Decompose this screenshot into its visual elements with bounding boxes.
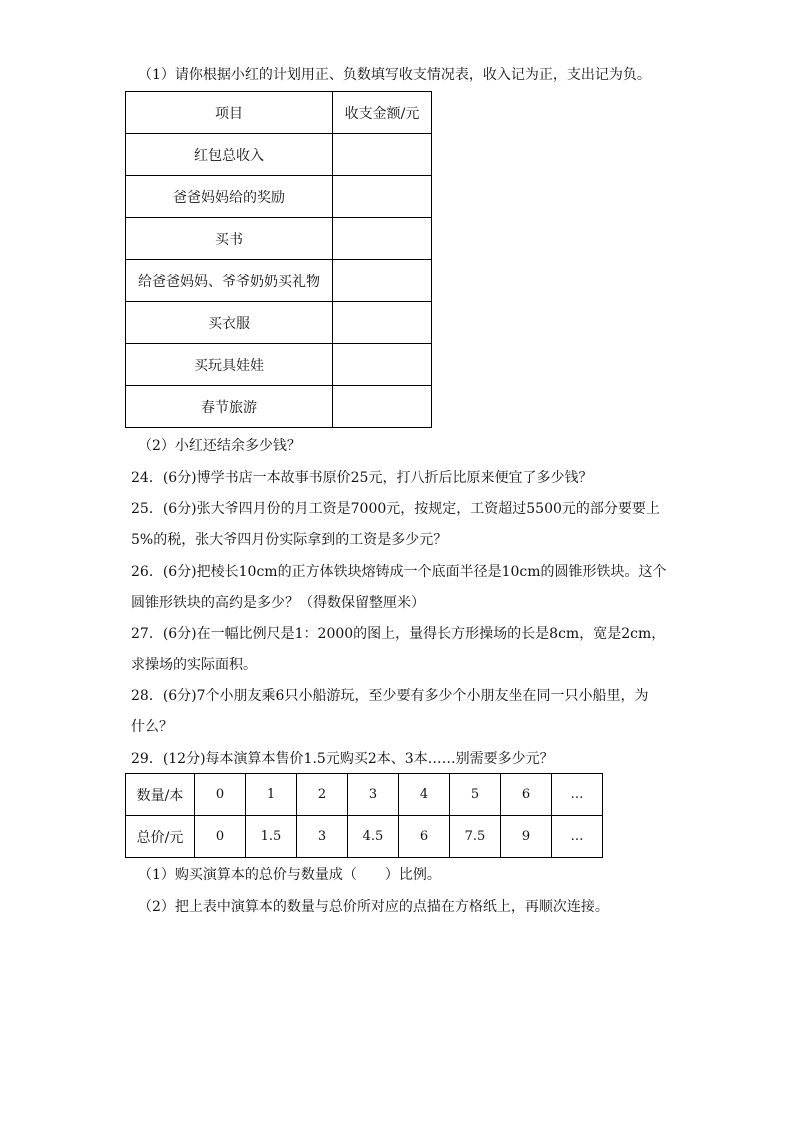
quantity-cell: 0 — [195, 774, 246, 816]
row-label: 买玩具娃娃 — [126, 344, 333, 386]
income-expense-table — [125, 91, 432, 428]
row-label: 春节旅游 — [126, 386, 333, 428]
amount-cell[interactable] — [333, 344, 432, 386]
question-27-line2: 求操场的实际面积。 — [131, 657, 257, 673]
row-label: 爸爸妈妈给的奖励 — [126, 176, 333, 218]
header-amount: 收支金额/元 — [333, 92, 432, 134]
price-cell: 4.5 — [348, 816, 399, 858]
price-cell: … — [552, 816, 603, 858]
quantity-price-table — [125, 773, 603, 858]
row-label: 给爸爸妈妈、爷爷奶奶买礼物 — [126, 260, 333, 302]
question-24: 24．(6分)博学书店一本故事书原价25元，打八折后比原来便宜了多少钱？ — [131, 470, 593, 486]
table-row — [126, 344, 432, 386]
table-row — [126, 302, 432, 344]
price-cell: 0 — [195, 816, 246, 858]
quantity-cell: 3 — [348, 774, 399, 816]
amount-cell[interactable] — [333, 302, 432, 344]
price-cell: 7.5 — [450, 816, 501, 858]
question-28-line1: 28．(6分)7个小朋友乘6只小船游玩，至少要有多少个小朋友坐在同一只小船里，为 — [131, 688, 649, 704]
table-row — [126, 176, 432, 218]
question-29-part1: （1）购买演算本的总价与数量成（ ）比例。 — [138, 867, 441, 883]
price-cell: 3 — [297, 816, 348, 858]
price-label: 总价/元 — [126, 816, 195, 858]
intro-text: （1）请你根据小红的计划用正、负数填写收支情况表，收入记为正，支出记为负。 — [138, 67, 651, 83]
amount-cell[interactable] — [333, 176, 432, 218]
amount-cell[interactable] — [333, 218, 432, 260]
price-cell: 6 — [399, 816, 450, 858]
row-label: 买书 — [126, 218, 333, 260]
table-header-row — [126, 92, 432, 134]
amount-cell[interactable] — [333, 386, 432, 428]
quantity-cell: 6 — [501, 774, 552, 816]
price-cell: 1.5 — [246, 816, 297, 858]
question-28-line2: 什么？ — [131, 719, 173, 735]
table-row — [126, 218, 432, 260]
question-29-part2: （2）把上表中演算本的数量与总价所对应的点描在方格纸上，再顺次连接。 — [138, 899, 609, 915]
quantity-cell: 5 — [450, 774, 501, 816]
question-27-line1: 27．(6分)在一幅比例尺是1：2000的图上，量得长方形操场的长是8cm，宽是2cm， — [131, 626, 666, 642]
question-25-line2: 5%的税，张大爷四月份实际拿到的工资是多少元？ — [131, 532, 448, 548]
amount-cell[interactable] — [333, 134, 432, 176]
table-row — [126, 134, 432, 176]
table-row — [126, 386, 432, 428]
question-26-line2: 圆锥形铁块的高约是多少？（得数保留整厘米） — [131, 595, 425, 611]
question-25-line1: 25．(6分)张大爷四月份的月工资是7000元，按规定，工资超过5500元的部分要要上 — [131, 501, 660, 517]
row-label: 买衣服 — [126, 302, 333, 344]
header-item: 项目 — [126, 92, 333, 134]
quantity-cell: 4 — [399, 774, 450, 816]
price-row — [126, 816, 603, 858]
price-cell: 9 — [501, 816, 552, 858]
question-29: 29．(12分)每本演算本售价1.5元购买2本、3本……别需要多少元？ — [131, 751, 554, 767]
amount-cell[interactable] — [333, 260, 432, 302]
quantity-label: 数量/本 — [126, 774, 195, 816]
quantity-cell: 2 — [297, 774, 348, 816]
quantity-cell: … — [552, 774, 603, 816]
quantity-cell: 1 — [246, 774, 297, 816]
table-row — [126, 260, 432, 302]
row-label: 红包总收入 — [126, 134, 333, 176]
quantity-row — [126, 774, 603, 816]
question-26-line1: 26．(6分)把棱长10cm的正方体铁块熔铸成一个底面半径是10cm的圆锥形铁块。这个 — [131, 564, 667, 580]
question-2: （2）小红还结余多少钱？ — [138, 438, 301, 454]
